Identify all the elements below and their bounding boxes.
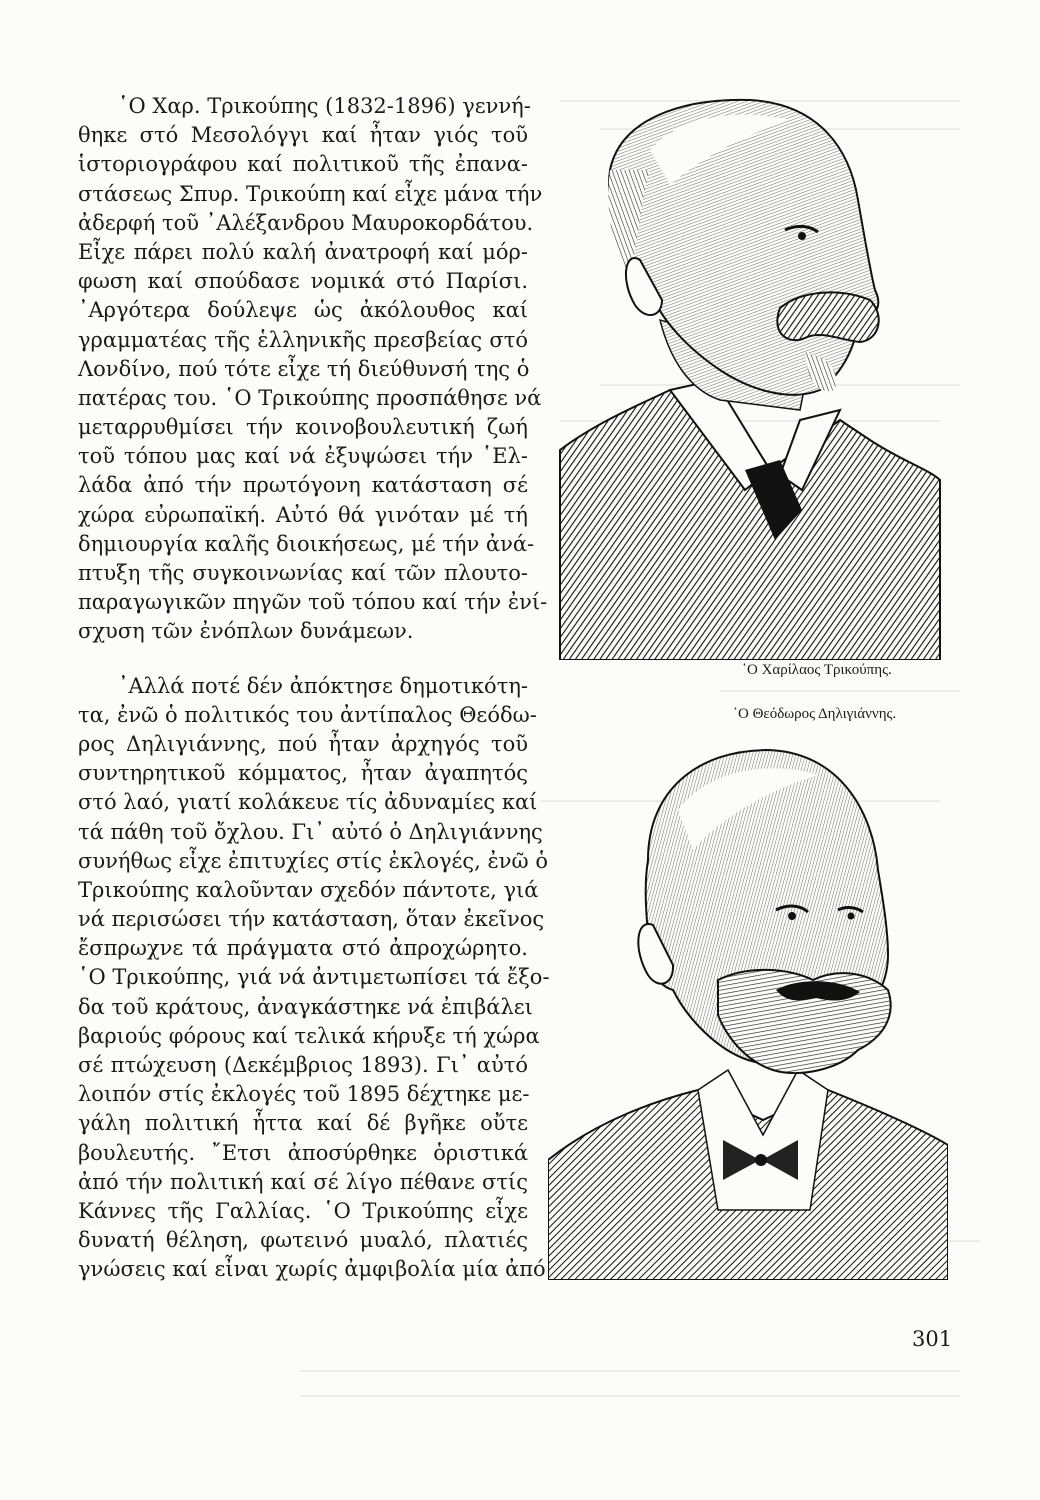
- text-line: τά πάθη τοῦ ὄχλου. Γι᾿ αὐτό ὁ Δηλιγιάννης: [78, 819, 543, 844]
- deligiannis-portrait-engraving: [548, 740, 948, 1280]
- text-line: ᾿Αλλά ποτέ δέν ἀπόκτησε δημοτικότη-: [118, 673, 528, 698]
- text-line: τα, ἐνῶ ὁ πολιτικός του ἀντίπαλος Θεόδω-: [78, 702, 537, 727]
- text-line: δυνατή θέληση, φωτεινό μυαλό, πλατιές: [78, 1228, 528, 1253]
- text-line: συντηρητικοῦ κόμματος, ἦταν ἀγαπητός: [78, 761, 528, 786]
- text-line: ἱστοριογράφου καί πολιτικοῦ τῆς ἐπανα-: [78, 152, 528, 177]
- trikoupis-portrait-engraving: [540, 90, 945, 660]
- text-line: πατέρας του. ῾Ο Τρικούπης προσπάθησε νά: [78, 385, 542, 410]
- text-line: νά περισώσει τήν κατάσταση, ὅταν ἐκεῖνος: [78, 907, 545, 932]
- text-line: συνήθως εἶχε ἐπιτυχίες στίς ἐκλογές, ἐνῶ ὁ: [78, 848, 548, 873]
- text-line: Τρικούπης καλοῦνταν σχεδόν πάντοτε, γιά: [78, 877, 539, 902]
- caption-trikoupis: ῾Ο Χαρίλαος Τρικούπης.: [742, 662, 892, 678]
- text-line: βαριούς φόρους καί τελικά κήρυξε τή χώρα: [78, 1023, 540, 1048]
- text-line: βουλευτής. ῎Ετσι ἀποσύρθηκε ὁριστικά: [78, 1140, 528, 1165]
- text-line: Κάννες τῆς Γαλλίας. ῾Ο Τρικούπης εἶχε: [78, 1198, 528, 1223]
- text-line: σέ πτώχευση (Δεκέμβριος 1893). Γι᾿ αὐτό: [78, 1053, 528, 1077]
- text-line: τοῦ τόπου μας καί νά ἐξυψώσει τήν ῾Ελ-: [78, 444, 528, 469]
- text-line: γραμματέας τῆς ἑλληνικῆς πρεσβείας στό: [78, 327, 528, 352]
- text-line: ἔσπρωχνε τά πράγματα στό ἀπροχώρητο.: [78, 936, 528, 961]
- text-line: δα τοῦ κράτους, ἀναγκάστηκε νά ἐπιβάλει: [78, 994, 533, 1019]
- text-line: ἀδερφή τοῦ ᾿Αλέξανδρου Μαυροκορδάτου.: [78, 210, 534, 235]
- text-line: Λονδίνο, πού τότε εἶχε τή διεύθυνσή της ὁ: [78, 356, 530, 381]
- text-line: γνώσεις καί εἶναι χωρίς ἀμφιβολία μία ἀπό: [78, 1257, 546, 1282]
- text-line: ῾Ο Τρικούπης, γιά νά ἀντιμετωπίσει τά ἔξο-: [78, 965, 550, 990]
- text-line: ρος Δηλιγιάννης, πού ἦταν ἀρχηγός τοῦ: [78, 731, 528, 756]
- text-line: γάλη πολιτική ἧττα καί δέ βγῆκε οὔτε: [78, 1111, 528, 1136]
- text-line: δημιουργία καλῆς διοικήσεως, μέ τήν ἀνά-: [78, 531, 535, 556]
- main-text-column: [78, 92, 550, 1285]
- text-line: παραγωγικῶν πηγῶν τοῦ τόπου καί τήν ἐνί-: [78, 590, 548, 615]
- text-line: στό λαό, γιατί κολάκευε τίς ἀδυναμίες καί: [78, 790, 538, 815]
- text-line: στάσεως Σπυρ. Τρικούπη καί εἶχε μάνα τήν: [78, 181, 543, 206]
- text-line: Εἶχε πάρει πολύ καλή ἀνατροφή καί μόρ-: [78, 239, 528, 264]
- text-line: ᾿Αργότερα δούλεψε ὡς ἀκόλουθος καί: [78, 298, 528, 323]
- text-line: φωση καί σπούδασε νομικά στό Παρίσι.: [78, 269, 528, 294]
- text-line: σχυση τῶν ἐνόπλων δυνάμεων.: [78, 619, 414, 644]
- page-number: 301: [912, 1327, 953, 1351]
- text-line: λοιπόν στίς ἐκλογές τοῦ 1895 δέχτηκε με-: [78, 1082, 530, 1107]
- caption-deligiannis: ῾Ο Θεόδωρος Δηλιγιάννης.: [733, 706, 897, 722]
- paragraph-political-career: [78, 672, 550, 1285]
- paragraph-trikoupis-biography: [78, 92, 548, 647]
- text-line: ἀπό τήν πολιτική καί σέ λίγο πέθανε στίς: [78, 1169, 528, 1194]
- text-line: θηκε στό Μεσολόγγι καί ἦταν γιός τοῦ: [78, 123, 528, 148]
- text-line: ῾Ο Χαρ. Τρικούπης (1832-1896) γεννή-: [118, 94, 531, 118]
- text-line: χώρα εὐρωπαϊκή. Αὐτό θά γινόταν μέ τή: [78, 502, 528, 527]
- text-line: μεταρρυθμίσει τήν κοινοβουλευτική ζωή: [78, 415, 528, 440]
- text-line: λάδα ἀπό τήν πρωτόγονη κατάσταση σέ: [78, 473, 528, 498]
- text-line: πτυξη τῆς συγκοινωνίας καί τῶν πλουτο-: [78, 561, 528, 585]
